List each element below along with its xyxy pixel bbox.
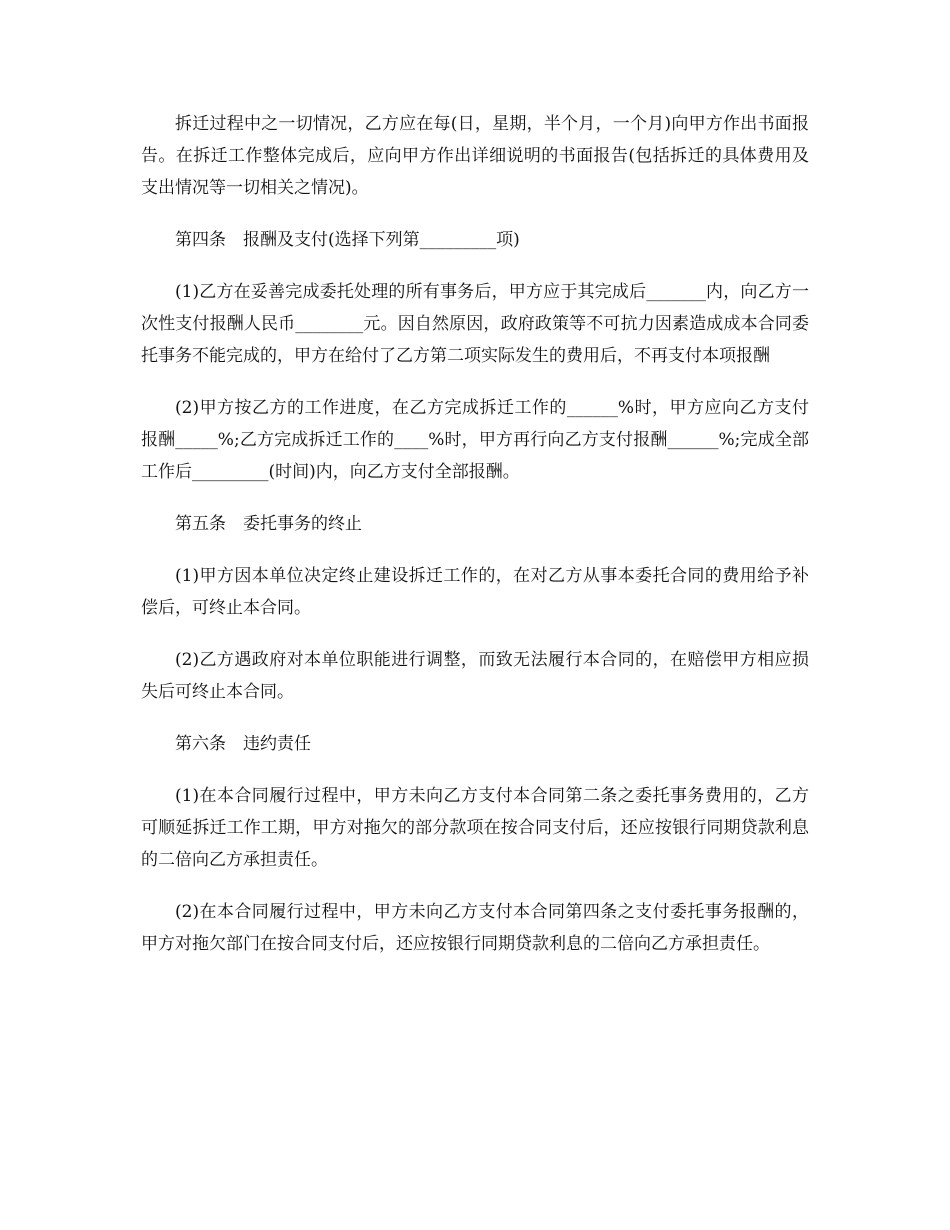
paragraph-liability-1: (1)在本合同履行过程中，甲方未向乙方支付本合同第二条之委托事务费用的，乙方可顺延拆迁工作工期，甲方对拖欠的部分款项在按合同支付后，还应按银行同期贷款利息的二倍向乙方承担责任。 xyxy=(141,786,809,870)
paragraph-gap xyxy=(141,708,809,728)
paragraph-gap xyxy=(141,256,809,276)
paragraph-liability-2: (2)在本合同履行过程中，甲方未向乙方支付本合同第四条之支付委托事务报酬的，甲方对拖欠部门在按合同支付后，还应按银行同期贷款利息的二倍向乙方承担责任。 xyxy=(141,902,809,954)
paragraph-gap xyxy=(141,540,809,560)
paragraph-gap xyxy=(141,876,809,896)
heading-article-4: 第四条 报酬及支付(选择下列第_________项) xyxy=(175,230,520,250)
paragraph-termination-1: (1)甲方因本单位决定终止建设拆迁工作的，在对乙方从事本委托合同的费用给予补偿后，可终止本合同。 xyxy=(141,566,809,618)
paragraph-report-requirement: 拆迁过程中之一切情况，乙方应在每(日，星期，半个月，一个月)向甲方作出书面报告。在拆迁工作整体完成后，应向甲方作出详细说明的书面报告(包括拆迁的具体费用及支出情况等一切相关之情况)。 xyxy=(141,114,809,198)
paragraph-gap xyxy=(141,204,809,224)
paragraph-gap xyxy=(141,488,809,508)
paragraph-gap xyxy=(141,760,809,780)
paragraph-termination-2: (2)乙方遇政府对本单位职能进行调整，而致无法履行本合同的，在赔偿甲方相应损失后可终止本合同。 xyxy=(141,650,809,702)
heading-article-5: 第五条 委托事务的终止 xyxy=(175,514,362,534)
paragraph-gap xyxy=(141,372,809,392)
heading-article-6: 第六条 违约责任 xyxy=(175,734,311,754)
paragraph-payment-option-1: (1)乙方在妥善完成委托处理的所有事务后，甲方应于其完成后_______内，向乙方一次性支付报酬人民币________元。因自然原因，政府政策等不可抗力因素造成成本合同委托事务不能完成的，甲方在给付了乙方第二项实际发生的费用后，不再支付本项报酬 xyxy=(141,282,809,366)
document-body xyxy=(141,108,809,960)
paragraph-payment-option-2: (2)甲方按乙方的工作进度，在乙方完成拆迁工作的______%时，甲方应向乙方支付报酬_____%;乙方完成拆迁工作的____%时，甲方再行向乙方支付报酬______%;完成全部工作后_________(时间)内，向乙方支付全部报酬。 xyxy=(141,398,809,482)
paragraph-gap xyxy=(141,624,809,644)
